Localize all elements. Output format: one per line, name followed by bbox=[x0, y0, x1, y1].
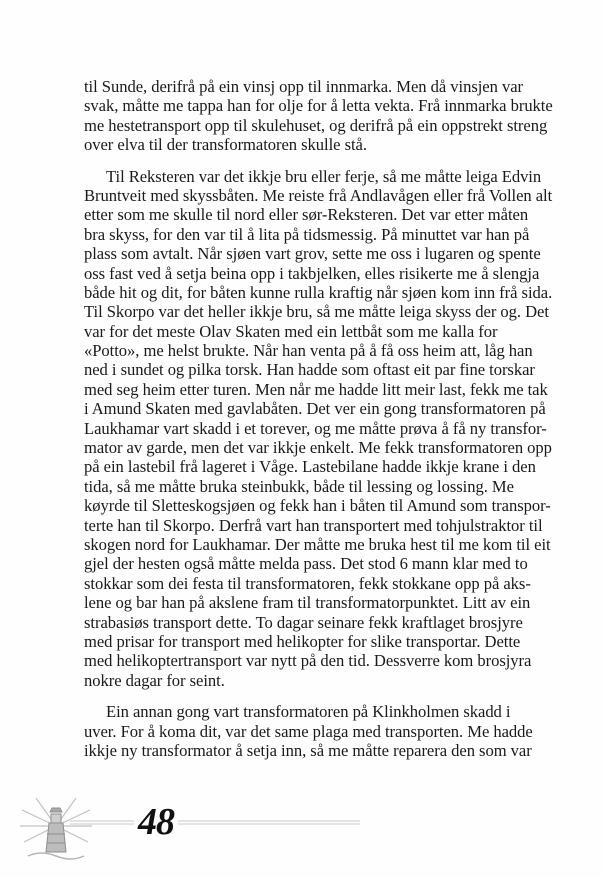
text-line: mator av garde, men det var ikkje enkelt. Me fekk transformatoren opp bbox=[84, 438, 552, 458]
text-line: «Potto», me helst brukte. Når han venta på å få oss heim att, låg han bbox=[84, 341, 533, 361]
text-line: bra skyss, for den var til å lita på tidsmessig. På minuttet var han på bbox=[84, 224, 530, 244]
text-line: Ein annan gong vart transformatoren på Klinkholmen skadd i bbox=[106, 702, 511, 722]
paragraph bbox=[84, 167, 560, 691]
text-line: køyrde til Sletteskogsjøen og fekk han i båten til Amund som transpor- bbox=[84, 496, 551, 516]
text-line: med prisar for transport med helikopter for slike transportar. Dette bbox=[84, 631, 521, 651]
text-line: med seg heim etter turen. Men når me hadde litt meir last, fekk me tak bbox=[84, 379, 548, 399]
paragraph-gap bbox=[84, 690, 560, 702]
text-line: ned i sundet og pilka torsk. Han hadde som oftast eit par fine torskar bbox=[84, 360, 535, 380]
text-line: etter som me skulle til nord eller sør-Reksteren. Det var etter måten bbox=[84, 205, 529, 225]
text-line: oss fast ved å setja beina opp i takbjelken, elles risikerte me å slengja bbox=[84, 263, 540, 283]
text-line: Bruntveit med skyssbåten. Me reiste frå Andlavågen eller frå Vollen alt bbox=[84, 185, 553, 205]
text-line: plass som avtalt. Når sjøen vart grov, sette me oss i lugaren og spente bbox=[84, 244, 541, 264]
text-line: Til Reksteren var det ikkje bru eller ferje, så me måtte leiga Edvin bbox=[106, 166, 542, 186]
text-line: tida, så me måtte bruka steinbukk, både til lessing og lossing. Me bbox=[84, 476, 514, 496]
footer-divider bbox=[70, 820, 360, 825]
text-line: me hestetransport opp til skulehuset, og derifrå på ein oppstrekt streng bbox=[84, 115, 548, 135]
page-footer bbox=[0, 790, 604, 877]
text-line: nokre dagar for seint. bbox=[84, 670, 225, 690]
text-line: med helikoptertransport var nytt på den tid. Dessverre kom brosjyra bbox=[84, 651, 532, 671]
text-line: ikkje ny transformator å setja inn, så me måtte reparera den som var bbox=[84, 740, 532, 760]
text-line: Til Skorpo var det heller ikkje bru, så me måtte leiga skyss der og. Det bbox=[84, 302, 549, 322]
text-line: Laukhamar vart skadd i et torever, og me måtte prøva å få ny transfor- bbox=[84, 418, 547, 438]
text-line: svak, måtte me tappa han for olje for å letta vekta. Frå innmarka brukte bbox=[84, 96, 553, 116]
text-line: lene og bar han på akslene fram til transformatorpunktet. Litt av ein bbox=[84, 593, 531, 613]
body-text bbox=[84, 77, 560, 760]
lighthouse-emblem-icon bbox=[16, 790, 96, 862]
text-line: til Sunde, derifrå på ein vinsj opp til innmarka. Men då vinsjen var bbox=[84, 77, 524, 96]
text-line: terte han til Skorpo. Derfrå vart han transportert med tohjulstraktor til bbox=[84, 515, 543, 535]
paragraph-gap bbox=[84, 155, 560, 167]
text-line: strabasiøs transport dette. To dagar seinare fekk kraftlaget brosjyre bbox=[84, 612, 523, 632]
text-line: på ein lastebil frå lageret i Våge. Lastebilane hadde ikkje krane i den bbox=[84, 457, 536, 477]
text-line: var for det meste Olav Skaten med ein lettbåt som me kalla for bbox=[84, 321, 498, 341]
text-line: uver. For å koma dit, var det same plaga med transporten. Me hadde bbox=[84, 721, 533, 741]
paragraph bbox=[84, 77, 560, 155]
page-number: 48 bbox=[134, 802, 178, 842]
paragraph bbox=[84, 702, 560, 760]
text-line: gjel der hesten også måtte melda pass. Det stod 6 mann klar med to bbox=[84, 554, 528, 574]
text-line: stokkar som dei festa til transformatoren, fekk stokkane opp på aks- bbox=[84, 573, 531, 593]
text-line: skogen nord for Laukhamar. Der måtte me bruka hest til me kom til eit bbox=[84, 534, 551, 554]
text-line: over elva til der transformatoren skulle stå. bbox=[84, 135, 367, 155]
text-line: både hit og dit, for båten kunne rulla kraftig når sjøen kom inn frå sida. bbox=[84, 282, 553, 302]
text-line: i Amund Skaten med gavlabåten. Det ver ein gong transformatoren på bbox=[84, 399, 546, 419]
